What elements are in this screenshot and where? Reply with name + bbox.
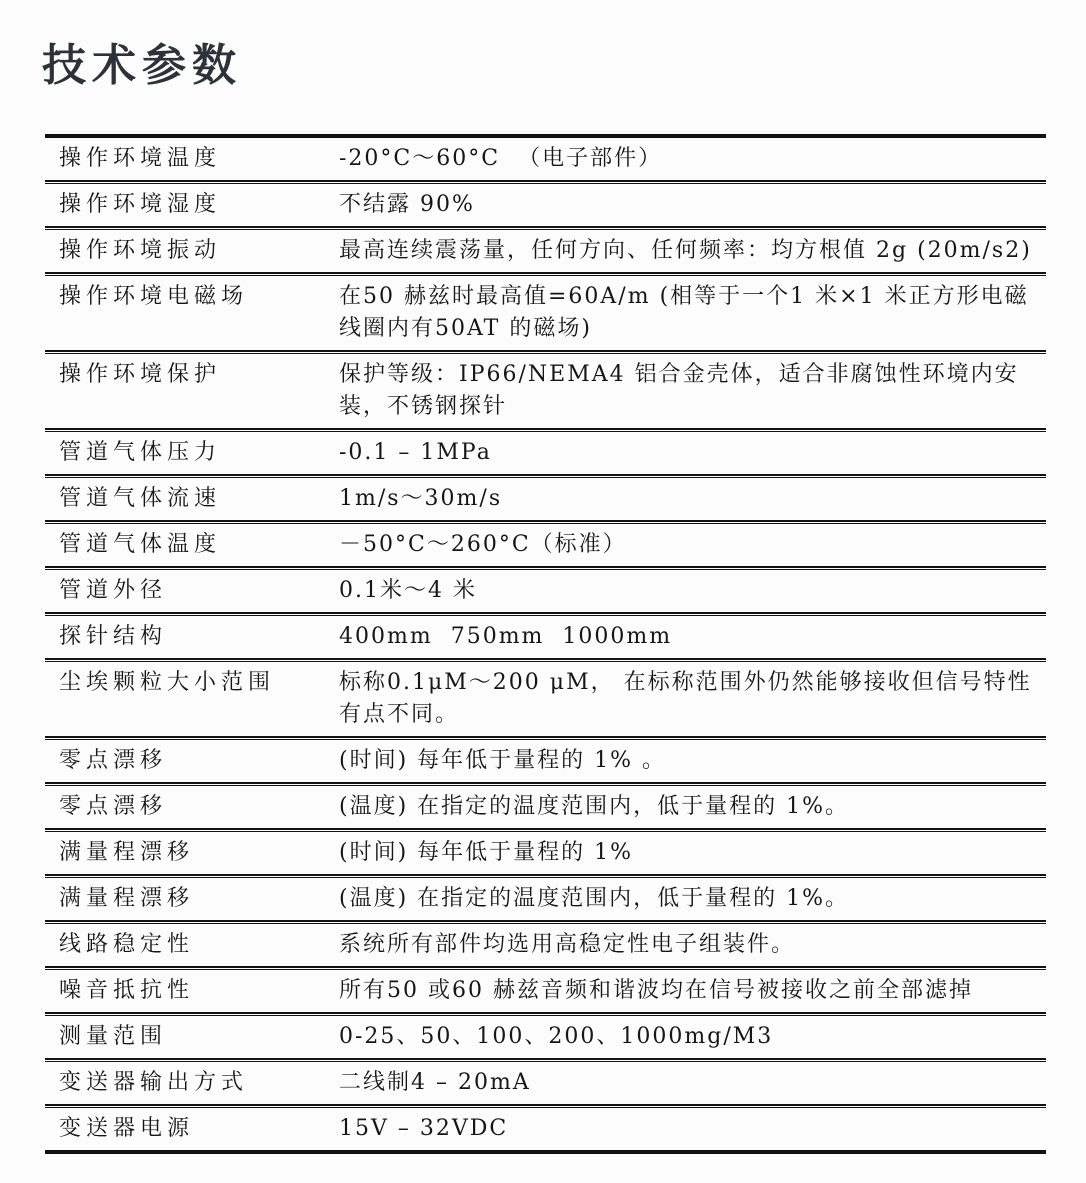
spec-table [45, 134, 1046, 1154]
param-value: 标称0.1μM～200 μM， 在标称范围外仍然能够接收但信号特性有点不同。 [339, 670, 1032, 728]
param-name: 测量范围 [59, 1024, 168, 1050]
param-name: 管道外径 [59, 578, 168, 604]
param-value: 系统所有部件均选用高稳定性电子组装件。 [339, 932, 796, 958]
param-name: 尘埃颗粒大小范围 [59, 670, 276, 696]
param-name: 管道气体流速 [59, 486, 222, 512]
table-row [45, 1016, 1046, 1058]
table-row [45, 1062, 1046, 1104]
param-name: 满量程漂移 [59, 886, 195, 912]
param-value: 在50 赫兹时最高值=60A/m (相等于一个1 米×1 米正方形电磁线圈内有50AT 的磁场) [339, 284, 1029, 342]
table-row [45, 184, 1046, 226]
param-name: 满量程漂移 [59, 840, 195, 866]
param-name: 探针结构 [59, 624, 168, 650]
table-row [45, 432, 1046, 474]
param-name: 零点漂移 [59, 794, 168, 820]
param-name: 操作环境电磁场 [59, 284, 249, 310]
table-row [45, 230, 1046, 272]
table-row [45, 616, 1046, 658]
table-row [45, 524, 1046, 566]
table-row [45, 570, 1046, 612]
page-title: 技术参数 [42, 40, 242, 91]
param-name: 操作环境振动 [59, 238, 222, 264]
param-value: (时间) 每年低于量程的 1% 。 [339, 748, 667, 774]
param-value: (温度) 在指定的温度范围内，低于量程的 1%。 [339, 886, 850, 912]
table-row [45, 878, 1046, 920]
param-value: (时间) 每年低于量程的 1% [339, 840, 634, 866]
param-value: 400mm 750mm 1000mm [339, 624, 673, 650]
param-value: 保护等级：IP66/NEMA4 铝合金壳体，适合非腐蚀性环境内安装，不锈钢探针 [339, 362, 1019, 420]
param-name: 操作环境温度 [59, 146, 222, 172]
param-value: 二线制4 – 20mA [339, 1070, 531, 1096]
table-row [45, 970, 1046, 1012]
param-value: (温度) 在指定的温度范围内，低于量程的 1%。 [339, 794, 850, 820]
param-name: 零点漂移 [59, 748, 168, 774]
param-value: -20°C～60°C （电子部件） [339, 146, 663, 172]
table-row [45, 276, 1046, 350]
param-value: 15V – 32VDC [339, 1116, 509, 1142]
param-value: -0.1 – 1MPa [339, 440, 492, 466]
param-name: 操作环境湿度 [59, 192, 222, 218]
table-row [45, 924, 1046, 966]
param-value: －50°C～260°C（标准） [339, 532, 627, 558]
table-row [45, 740, 1046, 782]
param-name: 管道气体温度 [59, 532, 222, 558]
param-name: 管道气体压力 [59, 440, 222, 466]
param-name: 操作环境保护 [59, 362, 222, 388]
table-row [45, 478, 1046, 520]
param-value: 不结露 90% [339, 192, 475, 218]
param-name: 变送器输出方式 [59, 1070, 249, 1096]
param-name: 线路稳定性 [59, 932, 195, 958]
param-value: 0-25、50、100、200、1000mg/M3 [339, 1024, 774, 1050]
table-row [45, 138, 1046, 180]
table-row [45, 786, 1046, 828]
param-name: 变送器电源 [59, 1116, 195, 1142]
param-value: 最高连续震荡量，任何方向、任何频率：均方根值 2g (20m/s2) [339, 238, 1032, 264]
param-value: 1m/s～30m/s [339, 486, 503, 512]
param-value: 所有50 或60 赫兹音频和谐波均在信号被接收之前全部滤掉 [339, 978, 973, 1004]
param-value: 0.1米～4 米 [339, 578, 477, 604]
param-name: 噪音抵抗性 [59, 978, 195, 1004]
table-row [45, 354, 1046, 428]
table-row [45, 832, 1046, 874]
table-row [45, 1108, 1046, 1150]
table-row [45, 662, 1046, 736]
